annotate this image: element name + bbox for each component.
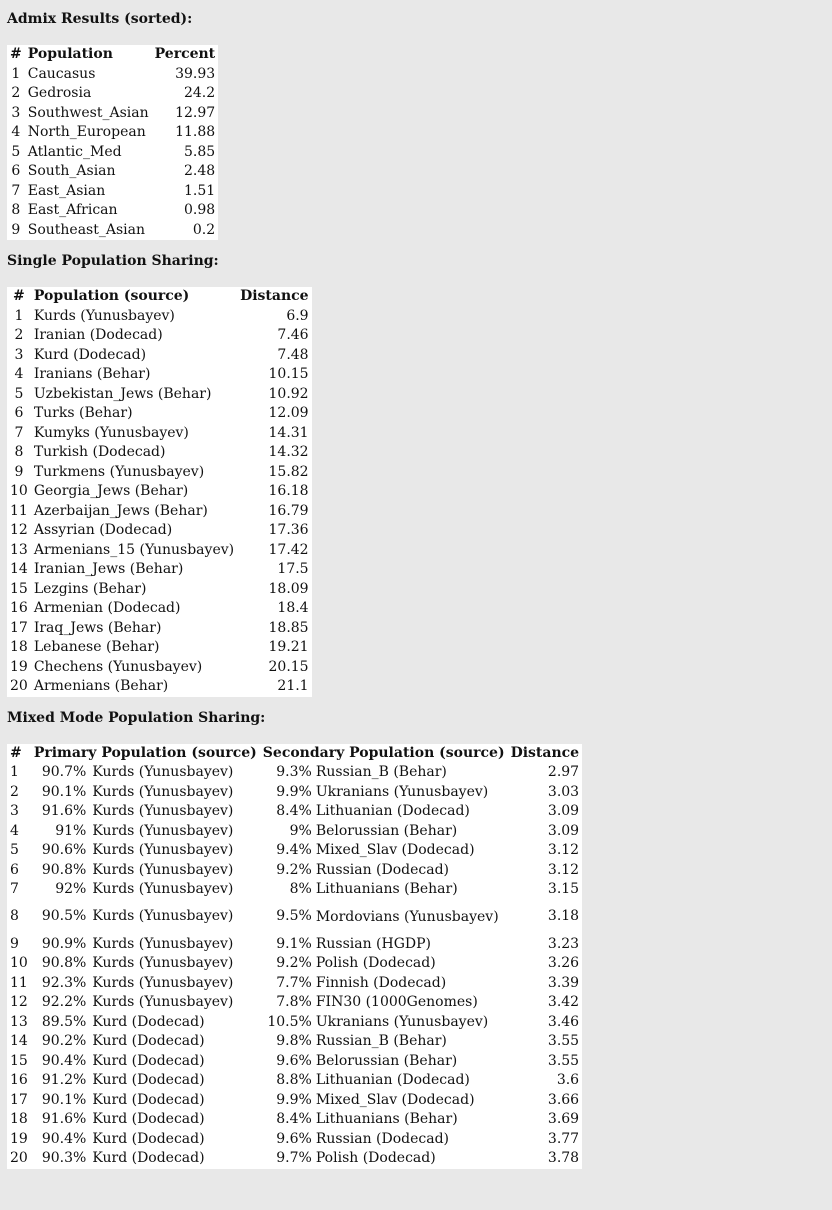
table-cell: 5 [10, 842, 19, 858]
table-cell: Kurds (Yunusbayev) [92, 861, 234, 878]
table-row [7, 123, 218, 143]
col-header: Percent [154, 46, 216, 62]
table-cell: Armenian (Dodecad) [33, 600, 181, 616]
page [0, 10, 832, 1169]
table-cell: Lezgins (Behar) [33, 580, 147, 597]
table-cell: 17 [10, 1091, 28, 1108]
table-cell: Kurds (Yunusbayev) [92, 974, 234, 991]
table-cell: 9.2% [276, 955, 312, 971]
table-cell: 3.42 [547, 994, 580, 1010]
table-cell: 1 [11, 65, 21, 82]
table-row [7, 104, 218, 124]
table-cell: 11.88 [175, 124, 216, 140]
table-cell: 14 [10, 1033, 28, 1049]
table-cell: North_European [27, 124, 146, 140]
table-cell: 9.5% [276, 908, 312, 925]
table-cell: Kurd (Dodecad) [92, 1013, 205, 1030]
table-row [7, 1091, 582, 1111]
table-cell: 8 [11, 202, 21, 218]
table-cell: 15 [10, 580, 28, 597]
col-header: # [10, 744, 22, 761]
table-row [7, 346, 312, 366]
table-cell: 9 [11, 221, 21, 238]
table-cell: Kumyks (Yunusbayev) [33, 424, 189, 441]
table-cell: 7.46 [277, 327, 309, 343]
table-cell: 3.55 [547, 1052, 580, 1069]
table-cell: 1.51 [183, 182, 216, 199]
table-cell: 6 [11, 163, 21, 179]
table-row [7, 954, 582, 974]
table-cell: Kurds (Yunusbayev) [92, 803, 234, 819]
table-cell: 3.18 [547, 908, 580, 925]
table-cell: 9.6% [276, 1052, 312, 1069]
table-cell: 90.4% [41, 1052, 87, 1069]
table-cell: Armenians_15 (Yunusbayev) [33, 541, 235, 558]
table-cell: 3.12 [547, 842, 580, 858]
table-cell: 89.5% [41, 1013, 87, 1030]
table-row [7, 935, 582, 955]
table-cell: 9 [14, 463, 24, 480]
table-cell: Russian_B (Behar) [315, 1033, 447, 1049]
table-cell: Mixed_Slav (Dodecad) [315, 842, 475, 858]
table-cell: 92.3% [41, 974, 87, 991]
table-cell: Kurd (Dodecad) [92, 1111, 205, 1127]
table-cell: 12.09 [268, 405, 309, 421]
table-cell: 90.7% [41, 764, 87, 780]
table-cell: 9.9% [276, 783, 312, 800]
col-header: Distance [240, 288, 309, 304]
table-cell: Kurd (Dodecad) [92, 1072, 205, 1088]
table-cell: 4 [11, 124, 21, 140]
table-row [7, 502, 312, 522]
table-cell: Belorussian (Behar) [315, 1052, 458, 1069]
table-cell: 12.97 [175, 104, 216, 121]
table-row [7, 1110, 582, 1130]
table-cell: 3.09 [547, 803, 580, 819]
table-cell: 90.2% [41, 1033, 87, 1049]
table-cell: 3.12 [547, 861, 580, 878]
table-cell: 90.3% [41, 1150, 87, 1166]
table-cell: Georgia_Jews (Behar) [33, 483, 189, 499]
table-row [7, 560, 312, 580]
table-cell: Kurds (Yunusbayev) [33, 307, 175, 324]
table-cell: 9.7% [276, 1150, 312, 1166]
table-cell: 6 [14, 405, 24, 421]
table-cell: Turkmens (Yunusbayev) [33, 463, 205, 480]
table-cell: 0.2 [192, 221, 216, 238]
col-header: Secondary Population (source) [262, 744, 505, 761]
table-cell: Kurds (Yunusbayev) [92, 842, 234, 858]
table-cell: Armenians (Behar) [33, 678, 169, 694]
table-cell: 11 [10, 974, 28, 991]
table-cell: 7.7% [276, 974, 312, 991]
table-cell: Finnish (Dodecad) [315, 974, 447, 991]
table-cell: 9.1% [276, 935, 312, 952]
table-row [7, 424, 312, 444]
table-cell: 16 [10, 600, 28, 616]
col-header: Population (source) [33, 288, 190, 304]
table-row [7, 541, 312, 561]
col-header: Population [27, 46, 113, 62]
table-cell: East_Asian [27, 182, 106, 199]
table-cell: Azerbaijan_Jews (Behar) [33, 502, 208, 519]
table-cell: 92.2% [41, 994, 87, 1010]
table-row [7, 658, 312, 678]
table-cell: Southwest_Asian [27, 104, 149, 121]
table-cell: Kurd (Dodecad) [92, 1033, 205, 1049]
table-cell: 15 [10, 1052, 28, 1069]
table-cell: Lithuanian (Dodecad) [315, 1072, 470, 1088]
table-row [7, 404, 312, 424]
col-header: Distance [510, 744, 580, 761]
table-header-row [7, 287, 312, 307]
table-cell: 90.4% [41, 1130, 87, 1147]
table-cell: 24.2 [183, 85, 216, 101]
table-cell: 19 [10, 1130, 28, 1147]
table-row [7, 1052, 582, 1072]
table-row [7, 221, 218, 241]
table-cell: Russian (HGDP) [315, 935, 432, 952]
table-cell: 0.98 [183, 202, 216, 218]
table-cell: 8.4% [276, 1111, 312, 1127]
table-row [7, 482, 312, 502]
table-row [7, 802, 582, 822]
table-cell: 3.46 [547, 1013, 580, 1030]
table-cell: 7 [11, 182, 21, 199]
table-cell: 90.1% [41, 783, 87, 800]
table-cell: 9.4% [276, 842, 312, 858]
col-header: # [10, 46, 22, 62]
table-row [7, 599, 312, 619]
table-cell: 15.82 [268, 463, 309, 480]
table-cell: Polish (Dodecad) [315, 1150, 436, 1166]
table-cell: 12 [10, 522, 28, 538]
table-row [7, 677, 312, 697]
table-cell: 91.6% [41, 1111, 87, 1127]
table-row [7, 900, 582, 935]
table-row [7, 1071, 582, 1091]
table-cell: 9.6% [276, 1130, 312, 1147]
mixed-heading: Mixed Mode Population Sharing: [7, 709, 266, 726]
table-row [7, 182, 218, 202]
table-cell: 3.23 [547, 935, 580, 952]
table-cell: 8.4% [276, 803, 312, 819]
table-cell: Ukranians (Yunusbayev) [315, 1013, 489, 1030]
table-cell: 91.2% [41, 1072, 87, 1088]
table-cell: 19 [10, 658, 28, 675]
table-row [7, 638, 312, 658]
table-cell: 17.36 [268, 522, 309, 538]
single-heading: Single Population Sharing: [7, 253, 219, 269]
table-cell: Russian_B (Behar) [315, 764, 447, 780]
table-cell: East_African [27, 202, 118, 218]
table-cell: Kurd (Dodecad) [92, 1130, 205, 1147]
table-cell: 13 [10, 1013, 28, 1030]
table-cell: 17 [10, 619, 28, 636]
table-cell: 91% [55, 822, 87, 839]
table-cell: Kurds (Yunusbayev) [92, 783, 234, 800]
table-cell: 20 [10, 1150, 28, 1166]
table-cell: 4 [10, 822, 19, 839]
table-cell: Iranian_Jews (Behar) [33, 561, 184, 577]
table-cell: 6.9 [286, 307, 309, 324]
table-cell: 3.66 [547, 1091, 580, 1108]
table-cell: Kurds (Yunusbayev) [92, 955, 234, 971]
table-row [7, 763, 582, 783]
table-cell: 3.69 [547, 1111, 580, 1127]
table-cell: 9.2% [276, 861, 312, 878]
table-row [7, 1130, 582, 1150]
table-cell: Uzbekistan_Jews (Behar) [33, 385, 212, 402]
admix-table [7, 45, 218, 240]
admix-heading: Admix Results (sorted): [7, 11, 193, 27]
table-row [7, 65, 218, 85]
table-cell: Kurds (Yunusbayev) [92, 822, 234, 839]
table-cell: 90.6% [41, 842, 87, 858]
table-cell: 3.26 [547, 955, 580, 971]
table-cell: Belorussian (Behar) [315, 822, 458, 839]
table-cell: Polish (Dodecad) [315, 955, 436, 971]
table-cell: 16.18 [268, 483, 309, 499]
table-header-row [7, 45, 218, 65]
table-cell: 5 [11, 143, 21, 160]
table-cell: 9.3% [276, 764, 312, 780]
table-cell: 3.15 [547, 881, 580, 897]
table-cell: 2 [14, 327, 24, 343]
table-cell: Iranian (Dodecad) [33, 327, 163, 343]
table-cell: 4 [14, 366, 24, 382]
mixed-table [7, 744, 582, 1169]
table-cell: 18.4 [277, 600, 309, 616]
table-cell: South_Asian [27, 163, 116, 179]
table-cell: Turkish (Dodecad) [33, 444, 166, 460]
table-cell: 17.5 [277, 561, 309, 577]
table-cell: 9.8% [276, 1033, 312, 1049]
table-row [7, 861, 582, 881]
table-row [7, 841, 582, 861]
table-cell: 2.97 [547, 764, 580, 780]
table-row [7, 365, 312, 385]
table-cell: 9.9% [276, 1091, 312, 1108]
table-cell: 16.79 [268, 502, 309, 519]
table-cell: Kurds (Yunusbayev) [92, 908, 234, 925]
table-cell: 9% [289, 822, 312, 839]
table-cell: 11 [10, 502, 28, 519]
table-cell: 18 [10, 1111, 28, 1127]
table-cell: Iranians (Behar) [33, 366, 151, 382]
table-cell: 16 [10, 1072, 28, 1088]
table-cell: 3.6 [556, 1072, 580, 1088]
table-cell: 21.1 [277, 678, 309, 694]
table-cell: Kurd (Dodecad) [33, 346, 147, 363]
table-cell: 3 [10, 803, 19, 819]
table-cell: 10 [10, 955, 28, 971]
table-cell: Lebanese (Behar) [33, 639, 160, 655]
table-cell: 92% [55, 881, 87, 897]
table-cell: FIN30 (1000Genomes) [315, 994, 478, 1010]
table-cell: 2 [10, 783, 19, 800]
table-cell: 5 [14, 385, 24, 402]
table-cell: Turks (Behar) [33, 405, 133, 421]
table-cell: 9 [10, 935, 19, 952]
table-cell: 14.31 [268, 424, 309, 441]
table-cell: 3.55 [547, 1033, 580, 1049]
table-cell: 90.9% [41, 935, 87, 952]
table-cell: Kurd (Dodecad) [92, 1052, 205, 1069]
table-row [7, 162, 218, 182]
table-cell: Kurds (Yunusbayev) [92, 994, 234, 1010]
table-cell: Atlantic_Med [27, 143, 122, 160]
table-row [7, 326, 312, 346]
table-cell: Lithuanian (Dodecad) [315, 803, 470, 819]
table-cell: 8.8% [276, 1072, 312, 1088]
table-cell: 8 [10, 908, 19, 925]
table-cell: 3.78 [547, 1150, 580, 1166]
table-cell: Gedrosia [27, 85, 92, 101]
table-row [7, 443, 312, 463]
table-cell: 10.5% [267, 1013, 312, 1030]
table-row [7, 1013, 582, 1033]
table-cell: Kurd (Dodecad) [92, 1091, 205, 1108]
table-cell: 7.8% [276, 994, 312, 1010]
table-cell: 6 [10, 861, 19, 878]
table-cell: 7.48 [277, 346, 309, 363]
table-cell: Kurd (Dodecad) [92, 1150, 205, 1166]
single-table [7, 287, 312, 697]
table-row [7, 1149, 582, 1169]
table-cell: 3.77 [547, 1130, 580, 1147]
table-cell: 14.32 [268, 444, 309, 460]
table-cell: Lithuanians (Behar) [315, 881, 458, 897]
table-cell: Mixed_Slav (Dodecad) [315, 1091, 475, 1108]
table-cell: 3 [11, 104, 21, 121]
table-cell: 14 [10, 561, 28, 577]
table-row [7, 580, 312, 600]
table-row [7, 783, 582, 803]
table-cell: 90.1% [41, 1091, 87, 1108]
table-cell: 3.09 [547, 822, 580, 839]
table-cell: 20.15 [268, 658, 309, 675]
table-cell: 7 [10, 881, 19, 897]
table-cell: 18.85 [268, 619, 309, 636]
table-cell: Southeast_Asian [27, 221, 145, 238]
table-cell: 8 [14, 444, 24, 460]
table-cell: 12 [10, 994, 28, 1010]
table-cell: Russian (Dodecad) [315, 1130, 450, 1147]
table-cell: 18.09 [268, 580, 309, 597]
table-cell: 10 [10, 483, 28, 499]
table-cell: Lithuanians (Behar) [315, 1111, 458, 1127]
table-row [7, 993, 582, 1013]
table-cell: Iraq_Jews (Behar) [33, 619, 162, 636]
table-row [7, 619, 312, 639]
table-cell: Ukranians (Yunusbayev) [315, 783, 489, 800]
table-cell: Caucasus [27, 65, 96, 82]
table-cell: Kurds (Yunusbayev) [92, 764, 234, 780]
table-row [7, 880, 582, 900]
table-cell: 1 [10, 764, 19, 780]
table-cell: 20 [10, 678, 28, 694]
table-cell: 90.8% [41, 955, 87, 971]
table-cell: Assyrian (Dodecad) [33, 522, 173, 538]
table-cell: 5.85 [183, 143, 216, 160]
table-row [7, 521, 312, 541]
table-cell: 10.15 [268, 366, 309, 382]
table-cell: 90.5% [41, 908, 87, 925]
table-cell: 8% [289, 881, 312, 897]
table-cell: 2 [11, 85, 21, 101]
table-cell: 90.8% [41, 861, 87, 878]
table-cell: 3.39 [547, 974, 580, 991]
col-header: Primary Population (source) [33, 744, 257, 761]
table-cell: 7 [14, 424, 24, 441]
table-row [7, 84, 218, 104]
table-row [7, 307, 312, 327]
table-cell: Kurds (Yunusbayev) [92, 881, 234, 897]
table-cell: Mordovians (Yunusbayev) [315, 908, 499, 925]
table-cell: 2.48 [183, 163, 216, 179]
table-cell: 3.03 [547, 783, 580, 800]
table-cell: 91.6% [41, 803, 87, 819]
table-cell: 1 [14, 307, 24, 324]
table-row [7, 143, 218, 163]
table-row [7, 385, 312, 405]
table-row [7, 1032, 582, 1052]
table-row [7, 201, 218, 221]
table-row [7, 463, 312, 483]
table-row [7, 822, 582, 842]
table-cell: Chechens (Yunusbayev) [33, 658, 203, 675]
table-cell: 3 [14, 346, 24, 363]
table-cell: 39.93 [175, 65, 216, 82]
table-cell: 17.42 [268, 541, 309, 558]
col-header: # [13, 288, 25, 304]
table-cell: Kurds (Yunusbayev) [92, 935, 234, 952]
table-row [7, 974, 582, 994]
table-cell: 10.92 [268, 385, 309, 402]
table-cell: 18 [10, 639, 28, 655]
table-cell: Russian (Dodecad) [315, 861, 450, 878]
table-header-row [7, 744, 582, 764]
table-cell: 13 [10, 541, 28, 558]
table-cell: 19.21 [268, 639, 309, 655]
